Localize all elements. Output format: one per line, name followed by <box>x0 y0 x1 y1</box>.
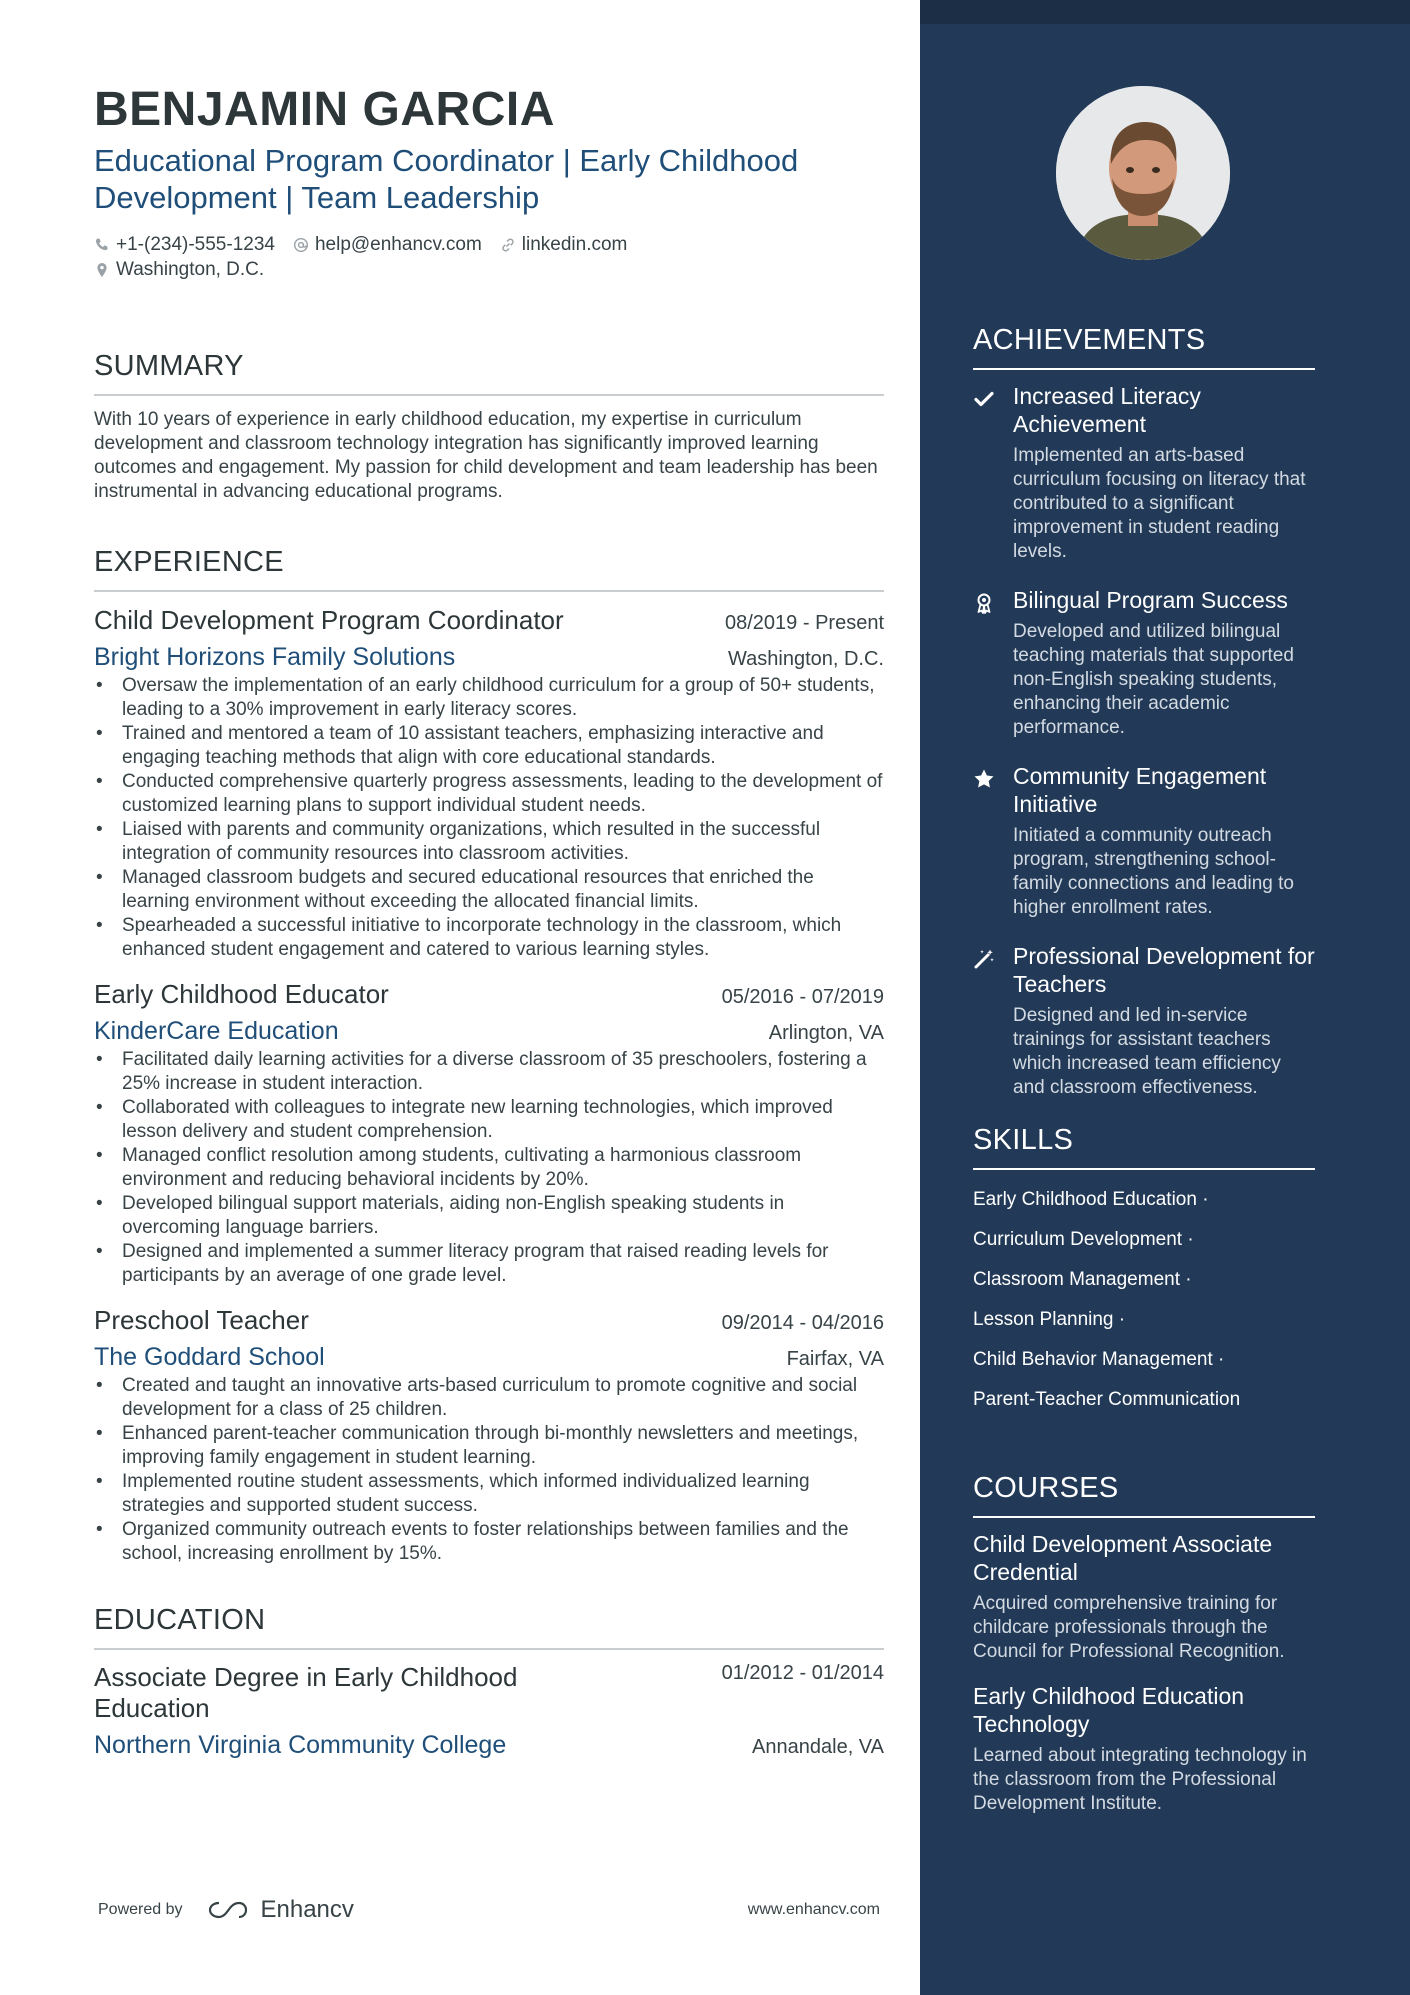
achievement-item <box>973 942 1315 1100</box>
phone-contact[interactable] <box>94 232 275 257</box>
achievements-title: ACHIEVEMENTS <box>973 322 1315 370</box>
job-bullets <box>94 1048 884 1288</box>
job-title: Early Childhood Educator <box>94 979 389 1009</box>
bullet-item: • Collaborated with colleagues to integrate new learning technologies, which improved lesson delivery and student comprehension. <box>122 1096 884 1144</box>
location-text: Washington, D.C. <box>116 259 265 280</box>
education-section <box>94 1602 884 1760</box>
education-title: EDUCATION <box>94 1602 884 1650</box>
link-icon <box>500 237 516 253</box>
course-description: Acquired comprehensive training for childcare professionals through the Council for Professional Recognition. <box>973 1593 1285 1662</box>
course-item <box>973 1530 1315 1664</box>
experience-section <box>94 544 884 1566</box>
bullet-item: • Trained and mentored a team of 10 assistant teachers, emphasizing interactive and engaging teaching methods that align with core educational standards. <box>122 722 884 770</box>
skill-item: Curriculum Development · <box>973 1229 1194 1250</box>
job-entry <box>94 978 884 1288</box>
achievement-title: Increased Literacy Achievement <box>1013 383 1201 437</box>
powered-by-label: Powered by <box>98 1901 183 1918</box>
contact-info <box>94 232 884 282</box>
job-location: Fairfax, VA <box>786 1348 884 1370</box>
bullet-item: • Liaised with parents and community organizations, which resulted in the successful integration of community resources into classroom activities. <box>122 818 884 866</box>
course-description: Learned about integrating technology in the classroom from the Professional Development Institute. <box>973 1745 1307 1814</box>
achievement-item <box>973 382 1315 564</box>
achievement-item <box>973 762 1315 920</box>
job-title: Preschool Teacher <box>94 1305 309 1335</box>
at-icon <box>293 237 309 253</box>
skill-item: Lesson Planning · <box>973 1309 1126 1330</box>
courses-title: COURSES <box>973 1470 1315 1518</box>
profile-photo <box>1056 86 1230 260</box>
star-icon <box>973 768 995 790</box>
website-link[interactable]: www.enhancv.com <box>747 1901 880 1918</box>
footer <box>98 1896 880 1924</box>
bullet-item: • Spearheaded a successful initiative to incorporate technology in the classroom, which enhanced student engagement and catered to various learning styles. <box>122 914 884 962</box>
check-icon <box>973 388 995 410</box>
summary-text: With 10 years of experience in early childhood education, my expertise in curriculum development and classroom technology integration has significantly improved learning outcomes and engagement. My passion for child development and team leadership has been instrumental in advancing educational programs. <box>94 409 878 502</box>
phone-number: +1-(234)-555-1234 <box>116 234 275 255</box>
phone-icon <box>94 237 110 253</box>
sidebar-top-bar <box>920 0 1410 24</box>
job-dates: 08/2019 - Present <box>725 612 884 634</box>
achievement-title: Community Engagement Initiative <box>1013 763 1267 817</box>
course-item <box>973 1682 1315 1816</box>
achievement-title: Bilingual Program Success <box>1013 587 1288 613</box>
course-title: Child Development Associate Credential <box>973 1531 1273 1585</box>
job-location: Washington, D.C. <box>728 648 884 670</box>
summary-section <box>94 348 884 504</box>
job-entry <box>94 1304 884 1566</box>
linkedin-contact[interactable] <box>500 232 628 257</box>
achievement-description: Designed and led in-service trainings for assistant teachers which increased team efficiency and classroom effectiveness. <box>1013 1005 1281 1098</box>
achievement-description: Developed and utilized bilingual teaching materials that supported non-English speaking students, enhancing their academic performance. <box>1013 621 1294 738</box>
magic-wand-icon <box>973 948 995 970</box>
degree-title: Associate Degree in Early Childhood Education <box>94 1662 518 1723</box>
skills-section <box>973 1122 1315 1412</box>
bullet-item: • Facilitated daily learning activities for a diverse classroom of 35 preschoolers, fostering a 25% increase in student interaction. <box>122 1048 884 1096</box>
education-dates: 01/2012 - 01/2014 <box>721 1662 884 1684</box>
achievement-title: Professional Development for Teachers <box>1013 943 1315 997</box>
achievement-description: Initiated a community outreach program, strengthening school-family connections and leading to higher enrollment rates. <box>1013 825 1294 918</box>
bullet-item: • Conducted comprehensive quarterly progress assessments, leading to the development of customized learning plans to support individual student needs. <box>122 770 884 818</box>
job-dates: 05/2016 - 07/2019 <box>721 986 884 1008</box>
company-name: The Goddard School <box>94 1343 325 1371</box>
skill-item: Parent-Teacher Communication <box>973 1389 1241 1410</box>
courses-section <box>973 1470 1315 1816</box>
skill-item: Classroom Management · <box>973 1269 1192 1290</box>
experience-title: EXPERIENCE <box>94 544 884 592</box>
powered-by <box>98 1896 354 1924</box>
sidebar <box>920 0 1410 1995</box>
company-name: KinderCare Education <box>94 1017 339 1045</box>
achievement-item <box>973 586 1315 740</box>
job-bullets <box>94 674 884 962</box>
bullet-item: • Managed classroom budgets and secured educational resources that enriched the learning environment without exceeding the allocated financial limits. <box>122 866 884 914</box>
achievements-section <box>973 322 1315 1100</box>
skill-item: Early Childhood Education · <box>973 1189 1209 1210</box>
location-contact <box>94 257 264 282</box>
brand-name: Enhancv <box>260 1896 354 1923</box>
job-bullets <box>94 1374 884 1566</box>
award-icon <box>973 592 995 614</box>
course-title: Early Childhood Education Technology <box>973 1683 1245 1737</box>
linkedin-link: linkedin.com <box>521 234 628 255</box>
bullet-item: • Enhanced parent-teacher communication through bi-monthly newsletters and meetings, improving family engagement in student learning. <box>122 1422 884 1470</box>
job-location: Arlington, VA <box>768 1022 884 1044</box>
skill-item: Child Behavior Management · <box>973 1349 1225 1370</box>
enhancv-logo-icon <box>207 1898 253 1922</box>
bullet-item: • Designed and implemented a summer literacy program that raised reading levels for participants by an average of one grade level. <box>122 1240 884 1288</box>
headline: Educational Program Coordinator | Early Childhood Development | Team Leadership <box>94 143 799 215</box>
candidate-name: BENJAMIN GARCIA <box>94 83 555 136</box>
bullet-item: • Created and taught an innovative arts-based curriculum to promote cognitive and social development for a class of 25 children. <box>122 1374 884 1422</box>
bullet-item: • Organized community outreach events to foster relationships between families and the school, increasing enrollment by 15%. <box>122 1518 884 1566</box>
sidebar-content <box>973 322 1315 1834</box>
main-column <box>94 80 884 1760</box>
email-address: help@enhancv.com <box>314 234 482 255</box>
bullet-item: • Implemented routine student assessments, which informed individualized learning strategies and supported student success. <box>122 1470 884 1518</box>
bullet-item: • Developed bilingual support materials, aiding non-English speaking students in overcoming language barriers. <box>122 1192 884 1240</box>
job-title: Child Development Program Coordinator <box>94 605 564 635</box>
achievement-description: Implemented an arts-based curriculum focusing on literacy that contributed to a significant improvement in student reading levels. <box>1013 445 1306 562</box>
skills-title: SKILLS <box>973 1122 1315 1170</box>
bullet-item: • Oversaw the implementation of an early childhood curriculum for a group of 50+ students, leading to a 30% improvement in early literacy scores. <box>122 674 884 722</box>
bullet-item: • Managed conflict resolution among students, cultivating a harmonious classroom environment and reducing behavioral incidents by 20%. <box>122 1144 884 1192</box>
job-entry <box>94 604 884 962</box>
summary-title: SUMMARY <box>94 348 884 396</box>
school-name: Northern Virginia Community College <box>94 1731 507 1759</box>
avatar <box>1056 86 1230 260</box>
location-pin-icon <box>94 262 110 278</box>
email-contact[interactable] <box>293 232 482 257</box>
company-name: Bright Horizons Family Solutions <box>94 643 456 671</box>
brand-logo[interactable] <box>207 1896 354 1924</box>
school-location: Annandale, VA <box>752 1736 884 1758</box>
job-dates: 09/2014 - 04/2016 <box>721 1312 884 1334</box>
